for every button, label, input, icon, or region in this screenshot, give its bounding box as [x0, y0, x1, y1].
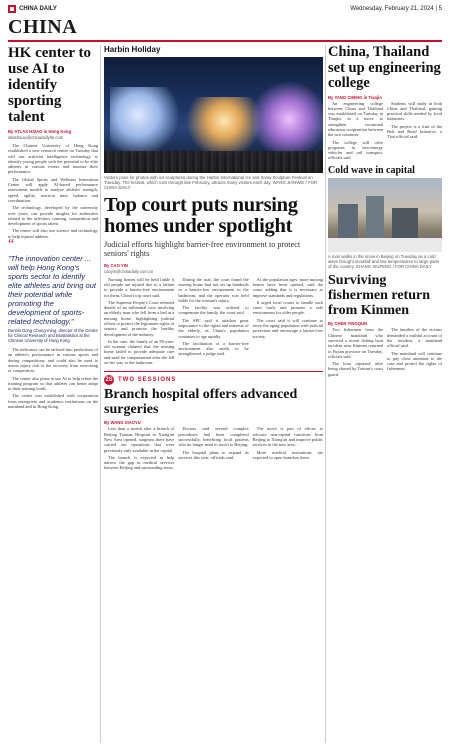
right-byline: By YANG CHENG in Tianjin: [328, 94, 382, 100]
two-sessions-icon: 2S: [105, 377, 113, 384]
text-column: [178, 277, 248, 368]
paragraph: As the population ages, more nursing homes have been opened, said the court, adding that it is necessary to improve standards and regulations.: [252, 276, 323, 298]
paragraph: The SPC said it attaches great importance to the rights and interests of the elderly, as China's population continues to age rapidly.: [178, 317, 249, 339]
sub-headline[interactable]: Branch hospital offers advanced surgeries: [104, 387, 298, 418]
paragraph: The mainland will continue to pay close attention to the case and protect the rights of fishermen.: [387, 350, 442, 372]
left-body: [8, 143, 98, 239]
right-body-2: [328, 327, 442, 379]
china-daily-logo-icon: [8, 5, 16, 13]
paragraph: The facility was ordered to compensate the family, the court said.: [178, 305, 249, 316]
paragraph: More medical institutions are expected to open branches there.: [252, 449, 323, 460]
brand-name: CHINA DAILY: [19, 6, 57, 12]
left-column: [8, 45, 98, 743]
cold-wave-title: Cold wave in capital: [328, 165, 442, 176]
right-body: [328, 101, 442, 163]
main-body: [104, 277, 323, 368]
paragraph: Students will study in both China and Thailand, gaining practical skills needed by local industries.: [387, 100, 442, 122]
right-headline-2[interactable]: Surviving fishermen return from Kinmen: [328, 273, 430, 319]
section-title: CHINA: [8, 16, 78, 38]
text-column: [387, 327, 442, 379]
main-deck: Judicial efforts highlight barrier-free environment to protect seniors' rights: [104, 239, 301, 259]
paragraph: The college will offer programs in new-energy vehicles and rail transport, officials said.: [328, 139, 383, 161]
paragraph: The indicators can be tailored into predictions of an athlete's performance in various sports and during competitions, and could also be used to assess injury risk or the recovery from exercising or competition.: [8, 347, 98, 374]
crowd-silhouette: [104, 151, 323, 173]
paragraph: The court said it will continue to serve the aging population with judicial protection and encourage a barrier-free society.: [252, 317, 323, 339]
text-column: [104, 277, 174, 368]
paragraph: The facilitation of a barrier-free environment also needs to be strengthened, a judge said.: [178, 340, 249, 357]
ice-sculpture-glow: [184, 97, 264, 157]
paragraph: An engineering college between China and Thailand was established on Tuesday in Tianjin, in a move to strengthen vocational education cooperation between the two countries.: [328, 100, 383, 138]
paragraph: The center was established with cooperation from enterprises and academic institutions on the mainland and in Hong Kong.: [8, 393, 98, 410]
paragraph: The project is a fruit of the Belt and Road Initiative, a Thai official said.: [387, 123, 442, 140]
snow-ground: [328, 238, 442, 252]
column-divider: [325, 45, 326, 743]
cold-wave-caption: A man walks in the snow in Beijing on Tuesday as a cold wave brought snowfall and low temperatures to large parts of the country. ZHANG XIUFENG / FOR CHINA DAILY: [328, 253, 440, 270]
middle-column: [104, 45, 323, 743]
paragraph: During the trial, the court found the nursing home had not set up handrails or a barrier-free environment in the bathroom, and the operator was held liable for the woman's injury.: [178, 276, 249, 303]
two-sessions-banner: [104, 371, 323, 385]
text-column: [104, 426, 174, 472]
photo-caption: Visitors pose for photos with ice sculptures during the Harbin International Ice and Snow Sculpture Festival on Tuesday. The festival, which runs through late February, attracts many visitors each day. WANG JIANWEI / FOR CHINA DAILY: [104, 175, 318, 191]
text-column: [253, 277, 323, 368]
paragraph: The center also plans to use AI to help refine the training program so that athletes can better adapt to their training loads.: [8, 375, 98, 392]
date-line: Wednesday, February 21, 2024 | 5: [350, 6, 442, 12]
text-column: [178, 426, 248, 472]
right-byline-2: By CHEN YINGQUN: [328, 321, 368, 327]
paragraph: The Chinese University of Hong Kong established a new research center on Tuesday that will use artificial intelligence technology to identify young people with the potential to be elite athletes in various events and monitor their performance.: [8, 143, 98, 175]
left-headline[interactable]: HK center to use AI to identify sporting talent: [8, 45, 92, 125]
paragraph: It urged local courts to handle such cases fairly and promote a safe environment for older people.: [252, 299, 323, 316]
main-byline: By CAO YIN: [104, 262, 128, 268]
paragraph: Two fishermen from the Chinese mainland who survived a recent fishing boat incident near Kinmen returned to Fujian province on Tuesday, officials said.: [328, 327, 383, 359]
pull-quote: "The innovation center ... will help Hong Kong's sports sector to identify elite athletes and bring out their potential while promoting the development of sports-related technology.": [8, 254, 96, 327]
paragraph: The branch is expected to help narrow the gap in medical services between Beijing and surrounding areas.: [104, 454, 175, 471]
section-rule: [8, 40, 442, 42]
paragraph: Less than a month after a branch of Beijing Tiantan Hospital in Xiong'an New Area opened, surgeons there have carried out operations that were previously only available in the capital.: [104, 426, 175, 453]
pull-quote-attribution: Dennis Dong Chung-ming, director of the Centre for Clinical Research and Biostatistics at the Chinese University of Hong Kong: [8, 328, 98, 344]
sub-body: [104, 426, 323, 472]
paragraph: In the case, the family of an 85-year-old woman claimed that the nursing home failed to provide adequate care and sued for compensation after she fell on her way to the bathroom.: [104, 338, 175, 366]
ice-sculpture-glow: [110, 87, 180, 157]
ice-sculpture-glow: [254, 77, 323, 162]
column-divider: [100, 45, 101, 743]
paragraph: Doctors said several complex procedures had been completed successfully, benefiting local patients who no longer need to travel to Beijing.: [178, 426, 249, 448]
main-headline[interactable]: Top court puts nursing homes under spotlight: [104, 193, 298, 237]
top-bar: [8, 4, 442, 14]
quote-mark-icon: “: [8, 237, 15, 253]
cold-wave-photo[interactable]: [328, 178, 442, 252]
right-headline[interactable]: China, Thailand set up engineering college: [328, 45, 441, 91]
brand: [8, 5, 57, 13]
photo-kicker: Harbin Holiday: [104, 45, 161, 54]
sub-byline: By WANG XIAOYU: [104, 420, 141, 426]
left-body-2: [8, 347, 98, 409]
paragraph: The move is part of efforts to relocate non-capital functions from Beijing to Xiong'an and improve public services in the new area.: [252, 426, 323, 448]
paragraph: The families of the victims demanded a truthful account of the incident, a mainland official said.: [387, 327, 442, 349]
text-column: [328, 327, 383, 379]
main-email[interactable]: caoyin@chinadaily.com.cn: [104, 268, 154, 274]
two-sessions-label: TWO SESSIONS: [118, 377, 177, 384]
paragraph: The Supreme People's Court released details of an influential case involving an elderly man who fell from a bed at a nursing home, highlighting judicial efforts to protect the legitimate rights of seniors and promote the healthy development of the industry.: [104, 299, 175, 337]
paragraph: The technology, developed by the university over years, can provide insights for authorities related to the selection, training, competition and development of sports talent.: [8, 205, 98, 227]
paragraph: Nursing homes will be held liable if old people are injured due to a failure to provide a barrier-free environment for them, China's top court said.: [104, 276, 175, 298]
paragraph: The Global Sports and Wellness Innovation Center will apply AI-based performance assessment models to analyze athletes' strength, speed, agility, reaction time, balance and coordination.: [8, 176, 98, 203]
left-email[interactable]: atlashsiao@chinadailyhk.com: [8, 135, 64, 140]
ice-festival-photo[interactable]: [104, 57, 323, 173]
paragraph: The hospital plans to expand its services this year, officials said.: [178, 449, 249, 460]
paragraph: The center will also use science and technology to help injured athletes.: [8, 228, 98, 239]
right-column: [328, 45, 442, 743]
left-byline: By ATLAS HSIAO in Hong Kong: [8, 129, 72, 134]
text-column: [328, 101, 383, 163]
text-column: [253, 426, 323, 472]
paragraph: The boat capsized after being chased by Taiwan's coast guard.: [328, 361, 383, 377]
text-column: [387, 101, 442, 163]
